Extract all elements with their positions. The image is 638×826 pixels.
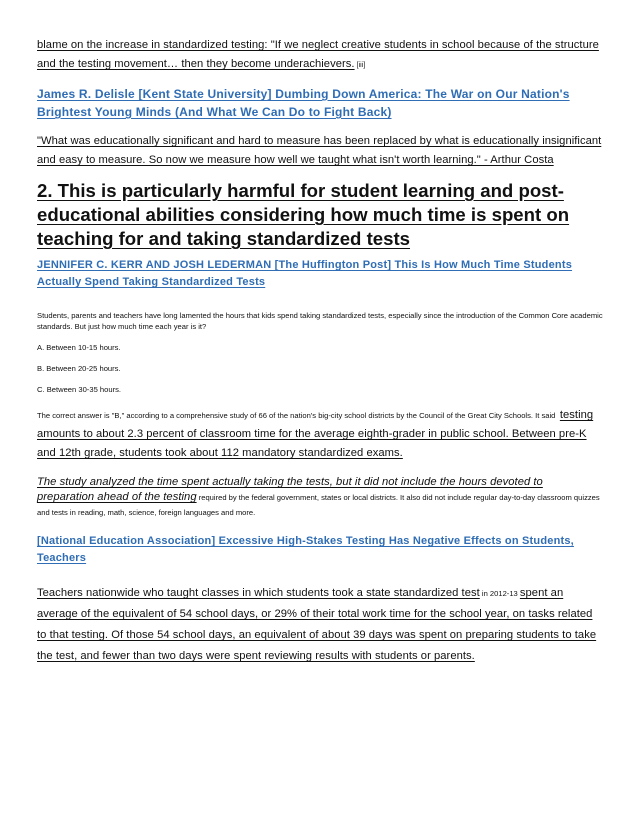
citation-delisle[interactable]: James R. Delisle [Kent State University] Dumbing Down America: The War on Our Nation's Brightest Young Minds (And What We Can Do to Fight Back) <box>37 87 570 119</box>
answer-highlight-text: testing amounts to about 2.3 percent of classroom time for the average eighth-grader in public school. Between pre-K and 12th grade, students took about 112 mandatory standardized exams. <box>37 409 594 459</box>
footnote-ref: [iii] <box>354 62 366 69</box>
paragraph-teachers <box>37 582 603 666</box>
paragraph-students: Students, parents and teachers have long lamented the hours that kids spend taking standardized tests, especially since the introduction of the Common Core academic standards. But just how much time each year is it? <box>37 311 603 331</box>
option-b: B. Between 20-25 hours. <box>37 364 121 373</box>
section-heading-2 <box>37 179 603 251</box>
study-italic-text: The study analyzed the time spent actually taking the tests, but it did not include the hours devoted to preparation ahead of the testing <box>37 476 543 503</box>
option-a: A. Between 10-15 hours. <box>37 343 121 352</box>
costa-quote-text: "What was educationally significant and hard to measure has been replaced by what is educationally insignificant and easy to measure. So now we measure how well we taught what isn't worth learning." - Arthur Costa <box>37 135 602 166</box>
paragraph-study <box>37 474 603 518</box>
teachers-text-b: spent an average of the equivalent of 54 school days, or 29% of their total work time for the school year, on tasks related to that testing. Of those 54 school days, an equivalent of about 39 days was spent on preparing students to take the test, and fewer than two days were spent reviewing results with students or parents. <box>37 587 597 662</box>
intro-quote-text: blame on the increase in standardized testing: "If we neglect creative students in school because of the structure and the testing movement… then they become underachievers. <box>37 39 599 70</box>
answer-small-text: The correct answer is "B," according to a comprehensive study of 66 of the nation's big-city school districts by the Council of the Great City Schools. It said <box>37 411 556 420</box>
option-c: C. Between 30-35 hours. <box>37 385 122 394</box>
document-page <box>37 30 603 666</box>
teachers-small-year: in 2012-13 <box>479 589 520 598</box>
intro-quote <box>37 36 603 75</box>
paragraph-answer <box>37 405 603 462</box>
section-heading-2-text: 2. This is particularly harmful for student learning and post-educational abilities considering how much time is spent on teaching for and taking standardized tests <box>37 180 570 249</box>
citation-huffington[interactable]: JENNIFER C. KERR AND JOSH LEDERMAN [The Huffington Post] This Is How Much Time Students Actually Spend Taking Standardized Tests <box>37 259 573 288</box>
costa-quote <box>37 132 603 170</box>
study-small-text: required by the federal government, states or local districts. It also did not include regular day-to-day classroom quizzes and tests in reading, math, science, foreign languages and more. <box>37 493 600 517</box>
citation-nea[interactable]: [National Education Association] Excessive High-Stakes Testing Has Negative Effects on Students, Teachers <box>37 535 574 564</box>
teachers-text-a: Teachers nationwide who taught classes in which students took a state standardized test <box>37 587 480 599</box>
